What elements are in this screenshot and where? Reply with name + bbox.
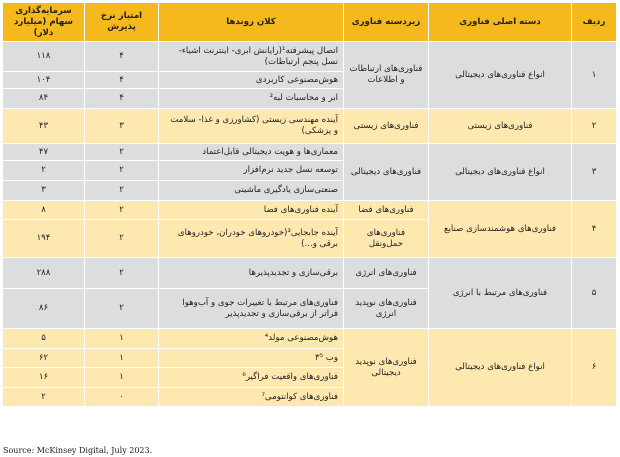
header-trends: کلان روندها xyxy=(159,3,344,42)
trend-cell: آینده مهندسی زیستی (کشاورزی و غذا- سلامت و پزشکی) xyxy=(159,109,344,144)
investment-cell: ۱۶ xyxy=(3,368,85,388)
category-cell: فناوری‌های مرتبط با انرژی xyxy=(429,258,572,329)
adoption-cell: ۲ xyxy=(85,181,159,201)
adoption-cell: ۴ xyxy=(85,42,159,72)
adoption-cell: ۲ xyxy=(85,201,159,220)
header-subcategory: زیردسته فناوری xyxy=(344,3,429,42)
radif-cell: ۶ xyxy=(572,329,617,407)
trend-cell: هوش‌مصنوعی کاربردی xyxy=(159,72,344,89)
investment-cell: ۴۷ xyxy=(3,144,85,161)
adoption-cell: ۲ xyxy=(85,161,159,181)
subcategory-cell: فناوری‌های دیجیتالی xyxy=(344,144,429,201)
subcategory-cell: فناوری‌های ارتباطات و اطلاعات xyxy=(344,42,429,109)
subcategory-cell: فناوری‌های نوپدید دیجیتالی xyxy=(344,329,429,407)
radif-cell: ۴ xyxy=(572,201,617,258)
table-body xyxy=(3,42,617,407)
header-category: دسته اصلی فناوری xyxy=(429,3,572,42)
investment-cell: ۸ xyxy=(3,201,85,220)
investment-cell: ۲ xyxy=(3,388,85,407)
table-row xyxy=(3,329,617,349)
trend-cell: توسعه نسل جدید نرم‌افزار xyxy=(159,161,344,181)
investment-cell: ۱۱۸ xyxy=(3,42,85,72)
trend-cell: فناوری‌های واقعیت فراگیر⁶ xyxy=(159,368,344,388)
header-adoption: امتیاز نرخ پذیرش xyxy=(85,3,159,42)
adoption-cell: ۱ xyxy=(85,349,159,368)
header-radif: ردیف xyxy=(572,3,617,42)
trend-cell: فناوری‌های کوانتومی⁷ xyxy=(159,388,344,407)
adoption-cell: ۲ xyxy=(85,258,159,289)
table-row xyxy=(3,258,617,289)
table-row xyxy=(3,109,617,144)
subcategory-cell: فناوری‌های حمل‌ونقل xyxy=(344,220,429,258)
category-cell: فناوری‌های هوشمندسازی صنایع xyxy=(429,201,572,258)
subcategory-cell: فناوری‌های فضا xyxy=(344,201,429,220)
table-row xyxy=(3,144,617,161)
investment-cell: ۸۶ xyxy=(3,289,85,329)
category-cell: انواع فناوری‌های دیجیتالی xyxy=(429,42,572,109)
adoption-cell: ۲ xyxy=(85,144,159,161)
investment-cell: ۵ xyxy=(3,329,85,349)
subcategory-cell: فناوری‌های انرژی xyxy=(344,258,429,289)
investment-cell: ۳ xyxy=(3,181,85,201)
trend-cell: ابر و محاسبات لبه² xyxy=(159,89,344,109)
trend-cell: هوش‌مصنوعی مولد⁴ xyxy=(159,329,344,349)
adoption-cell: ۱ xyxy=(85,368,159,388)
subcategory-cell: فناوری‌های نوپدید انرژی xyxy=(344,289,429,329)
investment-cell: ۶۲ xyxy=(3,349,85,368)
category-cell: انواع فناوری‌های دیجیتالی xyxy=(429,144,572,201)
table-row xyxy=(3,201,617,220)
trend-cell: معماری‌ها و هویت دیجیتالی قابل‌اعتماد xyxy=(159,144,344,161)
radif-cell: ۳ xyxy=(572,144,617,201)
investment-cell: ۱۹۴ xyxy=(3,220,85,258)
trend-cell: آینده فناوری‌های فضا xyxy=(159,201,344,220)
investment-cell: ۲۸۸ xyxy=(3,258,85,289)
trend-cell: وب ۳⁵ xyxy=(159,349,344,368)
trend-cell: فناوری‌های مرتبط با تغییرات جوی و آب‌وهوا فراتر از برقی‌سازی و تجدیدپذیر xyxy=(159,289,344,329)
trend-cell: آینده جابجایی³(خودروهای خودران، خودروهای برقی و...) xyxy=(159,220,344,258)
adoption-cell: ۲ xyxy=(85,289,159,329)
trend-cell: صنعتی‌سازی یادگیری ماشینی xyxy=(159,181,344,201)
trend-cell: اتصال پیشرفته¹(رایانش ابری- اینترنت اشیاء- نسل پنجم ارتباطات) xyxy=(159,42,344,72)
adoption-cell: ۴ xyxy=(85,72,159,89)
investment-cell: ۲ xyxy=(3,161,85,181)
investment-cell: ۱۰۴ xyxy=(3,72,85,89)
adoption-cell: ۲ xyxy=(85,220,159,258)
radif-cell: ۵ xyxy=(572,258,617,329)
table-header-row xyxy=(3,3,617,42)
adoption-cell: ۳ xyxy=(85,109,159,144)
subcategory-cell: فناوری‌های زیستی xyxy=(344,109,429,144)
category-cell: انواع فناوری‌های دیجیتالی xyxy=(429,329,572,407)
investment-cell: ۴۳ xyxy=(3,109,85,144)
adoption-cell: ۱ xyxy=(85,329,159,349)
technology-trends-table xyxy=(2,2,617,407)
adoption-cell: ۰ xyxy=(85,388,159,407)
trend-cell: برقی‌سازی و تجدیدپذیرها xyxy=(159,258,344,289)
category-cell: فناوری‌های زیستی xyxy=(429,109,572,144)
source-note: Source: McKinsey Digital, July 2023. xyxy=(3,446,153,455)
radif-cell: ۱ xyxy=(572,42,617,109)
investment-cell: ۸۴ xyxy=(3,89,85,109)
adoption-cell: ۴ xyxy=(85,89,159,109)
header-investment: سرمایه‌گذاری سهام (میلیارد دلار) xyxy=(3,3,85,42)
table-row xyxy=(3,42,617,72)
radif-cell: ۲ xyxy=(572,109,617,144)
